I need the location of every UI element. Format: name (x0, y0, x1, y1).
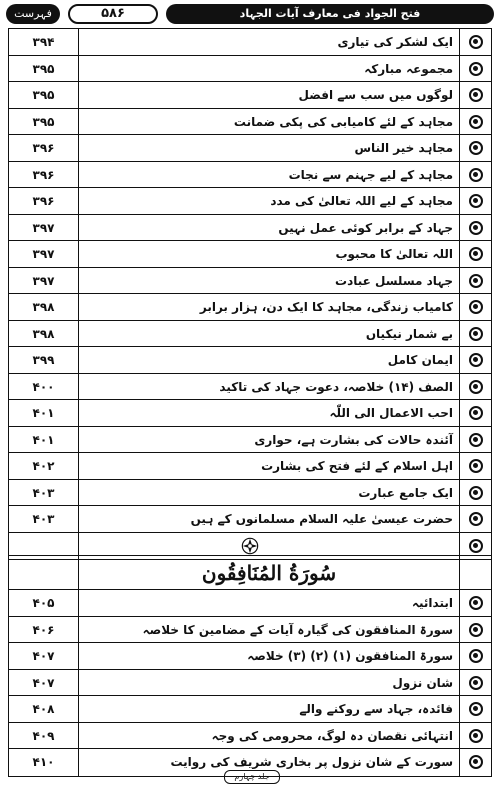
bullet-icon (469, 649, 483, 663)
bullet-icon (469, 115, 483, 129)
page-ref: ۳۹۸ (9, 321, 79, 347)
bullet-icon (469, 702, 483, 716)
bullet-icon (469, 353, 483, 367)
bullet-icon (469, 406, 483, 420)
entry-title: مجموعہ مبارکہ (364, 61, 453, 76)
bullet-icon (469, 433, 483, 447)
page-ref: ۳۹۵ (9, 56, 79, 82)
bullet-icon (469, 247, 483, 261)
bullet-icon (469, 35, 483, 49)
page-ref: ۴۰۲ (9, 453, 79, 479)
entry-title: مجاہد کے لئے کامیابی کی پکی ضمانت (233, 114, 453, 129)
entry-title: سورت کے شان نزول پر بخاری شریف کی روایت (170, 755, 453, 769)
table-row[interactable] (9, 643, 491, 670)
entry-title: ایمان کامل (387, 353, 453, 367)
book-title: فتح الجواد فی معارف آیات الجہاد (166, 4, 494, 24)
table-row[interactable] (9, 480, 491, 507)
bullet-icon (469, 194, 483, 208)
bullet-icon (469, 623, 483, 637)
entry-title: جہاد مسلسل عبادت (335, 273, 453, 288)
table-row[interactable] (9, 453, 491, 480)
page-header (6, 4, 494, 26)
entry-title: حضرت عیسیٰ علیہ السلام مسلمانوں کے ہیں (190, 512, 453, 526)
bullet-icon (469, 88, 483, 102)
page-ref: ۴۰۵ (9, 590, 79, 616)
bullet-icon (469, 327, 483, 341)
page-ref: ۴۰۷ (9, 643, 79, 669)
index-label: فہرست (6, 4, 60, 24)
table-row[interactable] (9, 56, 491, 83)
bullet-icon (469, 274, 483, 288)
bullet-icon (469, 141, 483, 155)
table-row[interactable] (9, 162, 491, 189)
table-row[interactable] (9, 427, 491, 454)
entry-title: شان نزول (392, 675, 453, 690)
table-row[interactable] (9, 188, 491, 215)
bullet-icon (469, 512, 483, 526)
entry-title: بے شمار نیکیاں (365, 326, 453, 341)
table-row[interactable] (9, 29, 491, 56)
entry-title: مجاہد خیر الناس (354, 141, 453, 155)
contents-table-2 (8, 555, 492, 777)
bullet-icon (469, 62, 483, 76)
page-ref: ۳۹۶ (9, 135, 79, 161)
bullet-icon (469, 380, 483, 394)
contents-table-1 (8, 28, 492, 560)
bullet-icon (469, 168, 483, 182)
bullet-icon (469, 300, 483, 314)
table-row[interactable] (9, 109, 491, 136)
entry-title: الصف (۱۴) خلاصہ، دعوت جہاد کی تاکید (219, 379, 453, 394)
page-ref: ۴۰۳ (9, 480, 79, 506)
table-row[interactable] (9, 374, 491, 401)
bullet-icon (469, 486, 483, 500)
entry-title: کامیاب زندگی، مجاہد کا ایک دن، ہزار برابر (199, 300, 453, 314)
bullet-icon (469, 596, 483, 610)
bullet-icon (469, 221, 483, 235)
table-row[interactable] (9, 723, 491, 750)
table-row[interactable] (9, 82, 491, 109)
table-row[interactable] (9, 321, 491, 348)
table-row[interactable] (9, 135, 491, 162)
entry-title: اللہ تعالیٰ کا محبوب (335, 247, 453, 261)
entry-title: سورۃ المنافقون کی گیارہ آیات کے مضامین کا خلاصہ (142, 622, 453, 637)
page-ref: ۴۰۰ (9, 374, 79, 400)
bullet-icon (469, 676, 483, 690)
table-row[interactable] (9, 670, 491, 697)
surah-title: سُورَةُ المُنَافِقُون (201, 561, 337, 585)
page-ref: ۳۹۶ (9, 188, 79, 214)
bullet-icon (469, 755, 483, 769)
page-ref: ۳۹۵ (9, 82, 79, 108)
page-ref: ۴۱۰ (9, 749, 79, 776)
page-ref: ۳۹۶ (9, 162, 79, 188)
table-row[interactable] (9, 506, 491, 533)
entry-title: لوگوں میں سب سے افضل (298, 88, 453, 102)
page-number: ۵۸۶ (68, 4, 158, 24)
entry-title: سورۃ المنافقون (۱) (۲) (۳) خلاصہ (247, 649, 453, 663)
page-ref: ۳۹۸ (9, 294, 79, 320)
flower-ornament-icon (241, 537, 259, 555)
page-ref: ۳۹۵ (9, 109, 79, 135)
entry-title: انتہائی نقصان دہ لوگ، محرومی کی وجہ (211, 728, 453, 743)
page-ref: ۳۹۷ (9, 268, 79, 294)
entry-title: ابتدائیہ (412, 596, 453, 610)
table-row[interactable] (9, 617, 491, 644)
page-ref: ۴۰۶ (9, 617, 79, 643)
page-ref: ۴۰۷ (9, 670, 79, 696)
table-row[interactable] (9, 268, 491, 295)
table-row[interactable] (9, 215, 491, 242)
entry-title: مجاہد کے لیے اللہ تعالیٰ کی مدد (270, 194, 453, 208)
surah-heading-row (9, 556, 491, 590)
table-row[interactable] (9, 347, 491, 374)
table-row[interactable] (9, 400, 491, 427)
volume-label: جلد چہارم (224, 770, 280, 784)
page-ref: ۴۰۳ (9, 506, 79, 532)
bullet-icon (469, 729, 483, 743)
page-ref: ۴۰۱ (9, 400, 79, 426)
table-row[interactable] (9, 294, 491, 321)
entry-title: آئندہ حالات کی بشارت ہے، حواری (254, 432, 453, 447)
table-row[interactable] (9, 696, 491, 723)
page-ref: ۴۰۱ (9, 427, 79, 453)
bullet-icon (469, 539, 483, 553)
entry-title: اہل اسلام کے لئے فتح کی بشارت (261, 459, 453, 473)
entry-title: مجاہد کے لیے جہنم سے نجات (288, 167, 453, 182)
table-row[interactable] (9, 590, 491, 617)
entry-title: جہاد کے برابر کوئی عمل نہیں (278, 220, 453, 235)
page-ref: ۳۹۷ (9, 241, 79, 267)
page-ref: ۴۰۸ (9, 696, 79, 722)
entry-title: ایک جامع عبارت (358, 485, 453, 500)
table-row[interactable] (9, 241, 491, 268)
page-ref: ۳۹۴ (9, 29, 79, 55)
entry-title: احب الاعمال الی اللّٰہ (329, 406, 453, 420)
page-ref: ۳۹۹ (9, 347, 79, 373)
entry-title: ایک لشکر کی تیاری (337, 35, 453, 49)
page-ref: ۳۹۷ (9, 215, 79, 241)
entry-title: فائدہ، جہاد سے روکنے والے (299, 702, 453, 716)
bullet-icon (469, 459, 483, 473)
page-ref: ۴۰۹ (9, 723, 79, 749)
